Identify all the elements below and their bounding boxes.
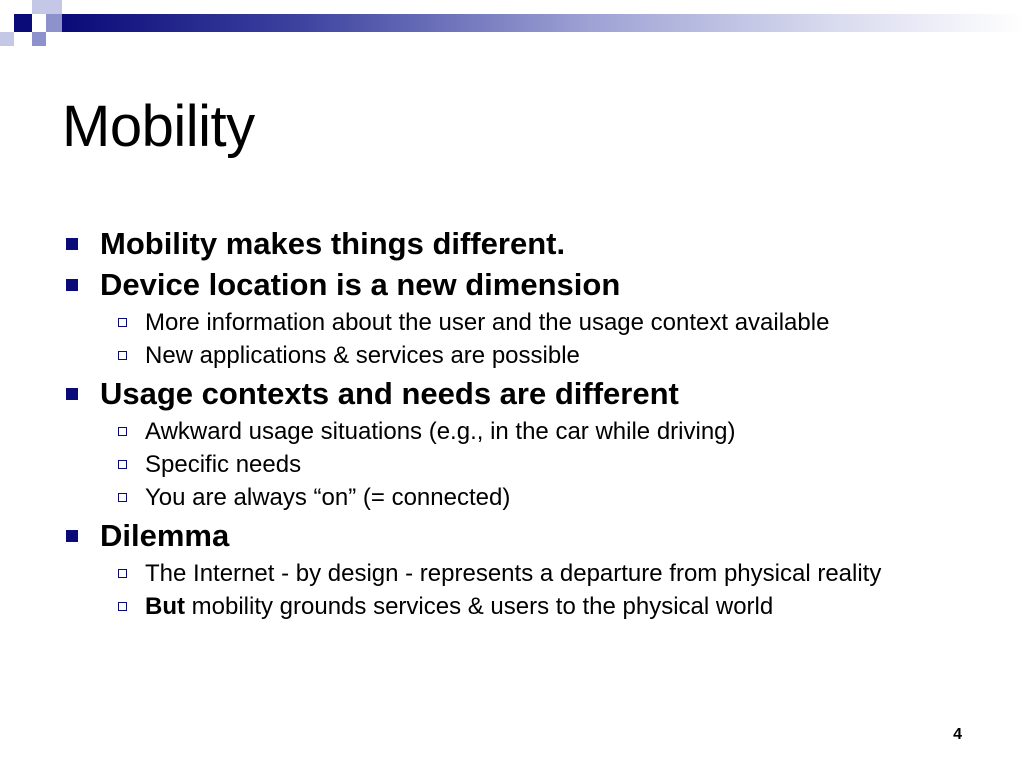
sub-bullet-item	[62, 451, 982, 479]
header-square-icon	[32, 32, 46, 46]
hollow-square-bullet-icon	[118, 460, 127, 469]
sub-bullet-text: Specific needs	[145, 451, 302, 478]
sub-bullet-item	[62, 593, 982, 621]
page-number: 4	[953, 726, 962, 743]
sub-bullet-item	[62, 309, 982, 337]
sub-bullet-text: mobility grounds services & users to the physical world	[184, 593, 774, 620]
square-bullet-icon	[66, 238, 78, 250]
sub-bullet-text: You are always “on” (= connected)	[145, 484, 511, 511]
bullet-item	[62, 224, 982, 263]
sub-bullet-emphasis: But	[145, 593, 185, 620]
sub-bullet-item	[62, 560, 982, 588]
header-square-icon	[14, 14, 32, 32]
hollow-square-bullet-icon	[118, 569, 127, 578]
hollow-square-bullet-icon	[118, 602, 127, 611]
bullet-text: Mobility makes things different.	[100, 226, 566, 261]
header-square-icon	[0, 32, 14, 46]
header-square-icon	[46, 0, 62, 14]
sub-bullet-list	[62, 309, 982, 370]
bullet-item	[62, 516, 982, 555]
sub-bullet-text: Awkward usage situations (e.g., in the car while driving)	[145, 418, 736, 445]
square-bullet-icon	[66, 279, 78, 291]
hollow-square-bullet-icon	[118, 351, 127, 360]
slide-title: Mobility	[62, 94, 255, 159]
hollow-square-bullet-icon	[118, 427, 127, 436]
bullet-item	[62, 374, 982, 413]
header-decoration	[0, 0, 1024, 64]
sub-bullet-text: More information about the user and the usage context available	[145, 309, 830, 336]
hollow-square-bullet-icon	[118, 493, 127, 502]
bullet-text: Usage contexts and needs are different	[100, 376, 679, 411]
header-gradient-bar	[62, 14, 1024, 32]
sub-bullet-text: New applications & services are possible	[145, 342, 580, 369]
square-bullet-icon	[66, 388, 78, 400]
header-square-icon	[46, 14, 62, 32]
sub-bullet-text: The Internet - by design - represents a departure from physical reality	[145, 560, 882, 587]
bullet-text: Dilemma	[100, 518, 230, 553]
bullet-text: Device location is a new dimension	[100, 267, 621, 302]
sub-bullet-list	[62, 560, 982, 621]
sub-bullet-item	[62, 342, 982, 370]
header-square-icon	[32, 0, 46, 14]
square-bullet-icon	[66, 530, 78, 542]
sub-bullet-list	[62, 418, 982, 512]
sub-bullet-item	[62, 484, 982, 512]
bullet-item	[62, 265, 982, 304]
sub-bullet-item	[62, 418, 982, 446]
slide-content	[62, 222, 982, 625]
hollow-square-bullet-icon	[118, 318, 127, 327]
